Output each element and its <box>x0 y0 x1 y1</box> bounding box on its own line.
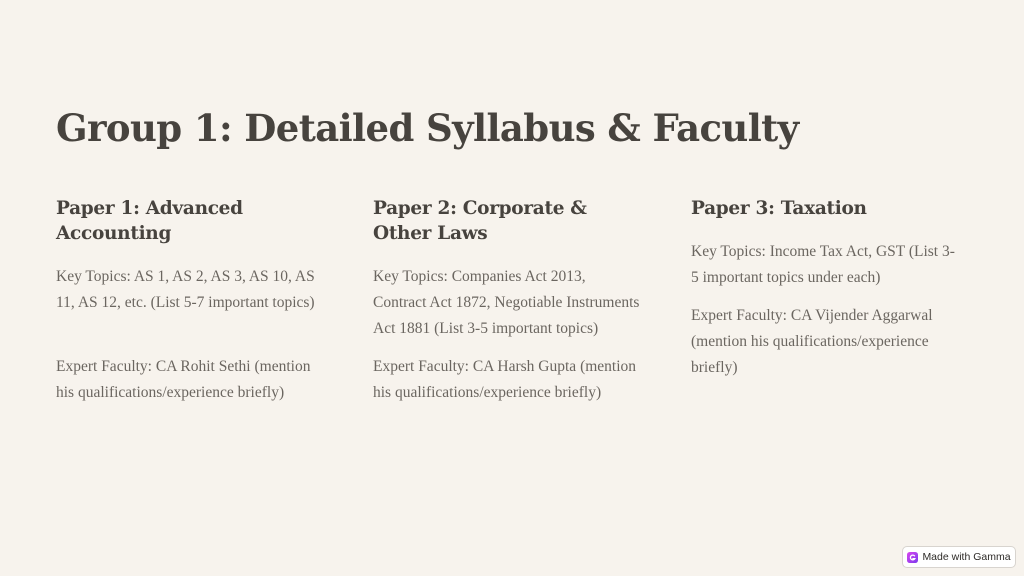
paper-key-topics: Key Topics: Companies Act 2013, Contract Act 1872, Negotiable Instruments Act 1881 (List 3-5 important topics) <box>373 268 640 337</box>
paper-heading: Paper 2: Corporate & Other Laws <box>373 198 587 244</box>
paper-key-topics: Key Topics: Income Tax Act, GST (List 3-5 important topics under each) <box>691 243 955 286</box>
paper-heading: Paper 1: Advanced Accounting <box>56 198 243 244</box>
paper-column-1 <box>56 196 324 406</box>
paper-heading: Paper 3: Taxation <box>691 198 867 219</box>
paper-column-2 <box>373 196 641 406</box>
slide-title: Group 1: Detailed Syllabus & Faculty <box>56 106 799 150</box>
paper-faculty: Expert Faculty: CA Harsh Gupta (mention his qualifications/experience briefly) <box>373 358 637 401</box>
made-with-gamma-badge[interactable] <box>902 546 1016 568</box>
paper-faculty: Expert Faculty: CA Rohit Sethi (mention his qualifications/experience briefly) <box>56 358 311 401</box>
badge-label: Made with Gamma <box>922 551 1011 563</box>
paper-column-3 <box>691 196 959 381</box>
gamma-logo-icon <box>907 552 918 563</box>
paper-faculty: Expert Faculty: CA Vijender Aggarwal (mention his qualifications/experience briefly) <box>691 307 933 376</box>
paper-key-topics: Key Topics: AS 1, AS 2, AS 3, AS 10, AS 11, AS 12, etc. (List 5-7 important topics) <box>56 268 315 311</box>
